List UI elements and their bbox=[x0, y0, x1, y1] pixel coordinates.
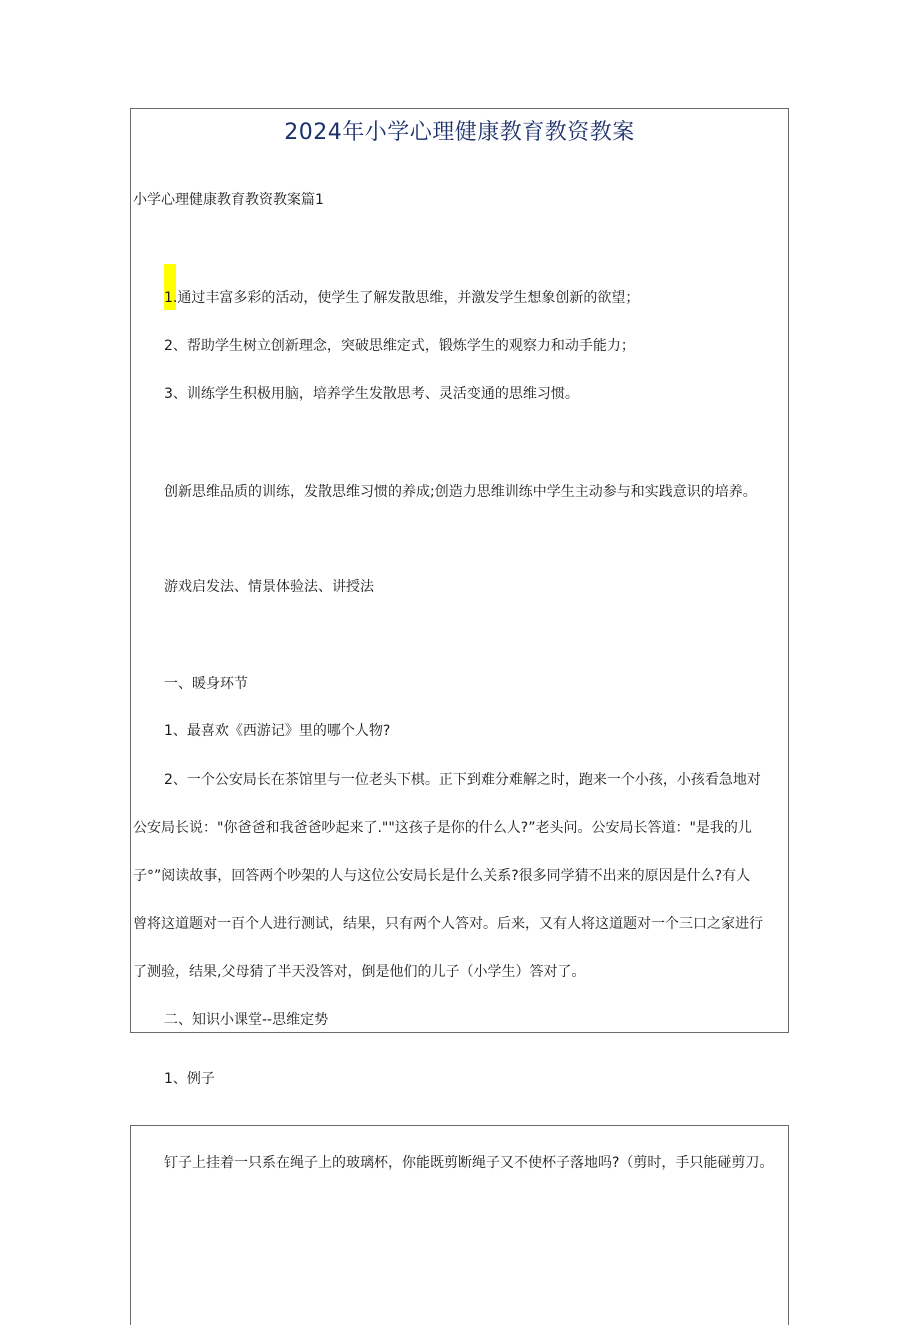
content-frame-top bbox=[130, 108, 789, 1033]
objective-2: 2、帮助学生树立创新理念，突破思维定式，锻炼学生的观察力和动手能力； bbox=[164, 338, 635, 354]
objective-3: 3、训练学生积极用脑，培养学生发散思考、灵活变通的思维习惯。 bbox=[164, 386, 579, 402]
example-text: 钉子上挂着一只系在绳子上的玻璃杯，你能既剪断绳子又不使杯子落地吗?（剪时，手只能碰剪刀。 bbox=[164, 1155, 774, 1171]
part1-heading: 一、暖身环节 bbox=[164, 676, 248, 692]
teaching-methods: 游戏启发法、情景体验法、讲授法 bbox=[164, 579, 374, 595]
question-2-line-2: 公安局长说："你爸爸和我爸爸吵起来了.""这孩子是你的什么人?”老头问。公安局长答道："是我的儿 bbox=[133, 820, 752, 836]
objective-1: 1.通过丰富多彩的活动，使学生了解发散思维，并激发学生想象创新的欲望； bbox=[164, 290, 640, 306]
question-2-line-4: 曾将这道题对一百个人进行测试，结果，只有两个人答对。后来，又有人将这道题对一个三口之家进行 bbox=[133, 916, 763, 932]
question-2-line-1: 2、一个公安局长在茶馆里与一位老头下棋。正下到难分难解之时，跑来一个小孩，小孩看急地对 bbox=[164, 772, 761, 788]
example-heading: 1、例子 bbox=[164, 1071, 215, 1087]
question-2-line-5: 了测验，结果,父母猜了半天没答对，倒是他们的儿子（小学生）答对了。 bbox=[133, 964, 586, 980]
page-title: 2024年小学心理健康教育教资教案 bbox=[284, 120, 635, 145]
question-1: 1、最喜欢《西游记》里的哪个人物? bbox=[164, 723, 391, 739]
question-2-line-3: 子°”阅读故事，回答两个吵架的人与这位公安局长是什么关系?很多同学猜不出来的原因是什么?有人 bbox=[133, 868, 751, 884]
key-points: 创新思维品质的训练，发散思维习惯的养成;创造力思维训练中学生主动参与和实践意识的培养。 bbox=[164, 484, 757, 500]
section-heading: 小学心理健康教育教资教案篇1 bbox=[133, 192, 324, 208]
part2-heading: 二、知识小课堂--思维定势 bbox=[164, 1012, 329, 1028]
